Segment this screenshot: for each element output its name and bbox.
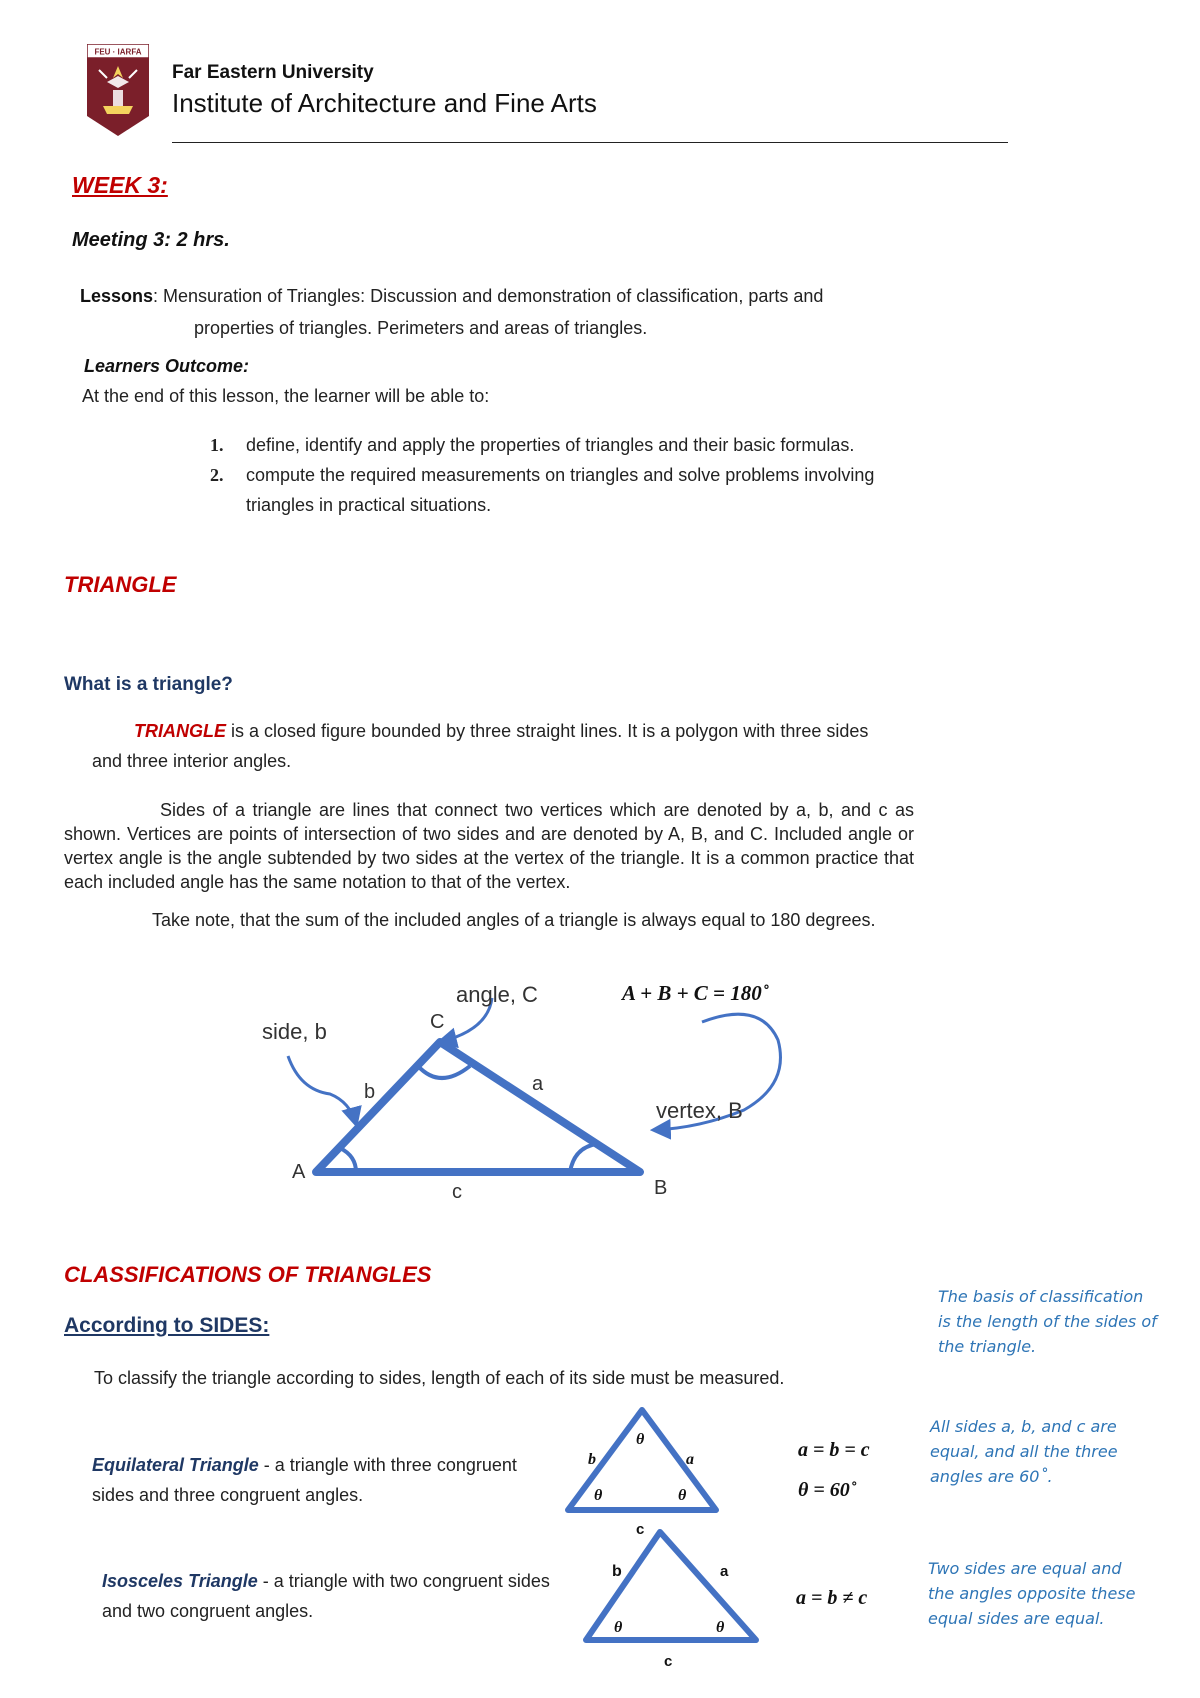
logo-text: FEU · IARFA	[94, 47, 142, 57]
outcome-list	[210, 430, 910, 520]
equilateral-eq1: a = b = c	[798, 1439, 870, 1461]
definition-text-line2: and three interior angles.	[92, 751, 292, 771]
what-is-heading: What is a triangle?	[64, 674, 233, 695]
isosceles-side-a: a	[720, 1563, 729, 1580]
vertex-b-label: B	[654, 1177, 668, 1199]
equilateral-desc-line1: - a triangle with three congruent	[258, 1455, 517, 1475]
classify-intro: To classify the triangle according to sides, length of each of its side must be measured.	[94, 1368, 785, 1388]
outcome-title: Learners Outcome:	[84, 356, 250, 376]
list-number: 1.	[210, 435, 224, 455]
definition-term: TRIANGLE	[134, 721, 226, 741]
header-divider	[172, 142, 1008, 143]
isosceles-side-b: b	[612, 1563, 622, 1580]
isosceles-triangle	[586, 1532, 756, 1640]
sides-paragraph	[64, 798, 914, 894]
equilateral-theta-right: θ	[678, 1487, 687, 1504]
equilateral-eq2: θ = 60˚	[798, 1479, 857, 1501]
isosceles-description	[102, 1566, 582, 1626]
label-vertex-b: vertex, B	[656, 1098, 743, 1123]
list-item	[210, 460, 910, 490]
list-text: define, identify and apply the properties of triangles and their basic formulas.	[246, 435, 855, 455]
isosceles-note: Two sides are equal and the angles opposite these equal sides are equal.	[928, 1559, 1136, 1628]
sides-paragraph-text: Sides of a triangle are lines that connect two vertices which are denoted by a, b, and c as shown. Vertices are points of intersection of two sides and are denoted by A, B, and C. Included angle or vertex angle is the angle subtended by two sides at the vertex of the triangle. It is a common practice that each included angle has the same notation to that of the vertex.	[64, 800, 914, 892]
isosceles-eq1: a = b ≠ c	[796, 1587, 868, 1609]
label-angle-c: angle, C	[456, 982, 538, 1007]
side-b-label: b	[364, 1081, 376, 1103]
lessons-block	[80, 280, 880, 344]
classifications-heading: CLASSIFICATIONS OF TRIANGLES	[64, 1262, 432, 1287]
classification-triangles	[560, 1400, 920, 1698]
side-a-label: a	[532, 1073, 544, 1095]
isosceles-theta-left: θ	[614, 1619, 623, 1636]
vertex-c-label: C	[430, 1011, 445, 1033]
definition-text: is a closed figure bounded by three straight lines. It is a polygon with three sides	[226, 721, 869, 741]
isosceles-name: Isosceles Triangle	[102, 1571, 258, 1591]
equilateral-side-c: c	[636, 1521, 645, 1538]
lessons-text-line1: : Mensuration of Triangles: Discussion and demonstration of classification, parts and	[153, 286, 824, 306]
equilateral-theta-left: θ	[594, 1487, 603, 1504]
triangle-parts-diagram	[0, 960, 1200, 1210]
equilateral-description	[92, 1450, 572, 1510]
arrow-side-b	[288, 1056, 356, 1124]
take-note: Take note, that the sum of the included angles of a triangle is always equal to 180 degrees.	[152, 910, 876, 930]
lessons-label: Lessons	[80, 286, 154, 306]
isosceles-side-c: c	[664, 1653, 673, 1670]
university-name: Far Eastern University	[172, 62, 374, 83]
angle-sum-equation: A + B + C = 180˚	[622, 981, 769, 1005]
label-side-b: side, b	[262, 1019, 327, 1044]
equilateral-note: All sides a, b, and c are equal, and all the three angles are 60˚.	[930, 1417, 1118, 1486]
triangle-definition	[92, 716, 912, 776]
triangle-heading: TRIANGLE	[64, 572, 177, 597]
according-to-sides-heading: According to SIDES:	[64, 1314, 270, 1337]
list-text-continued: triangles in practical situations.	[246, 495, 492, 515]
equilateral-name: Equilateral Triangle	[92, 1455, 259, 1475]
lessons-text-line2: properties of triangles. Perimeters and areas of triangles.	[194, 318, 648, 338]
equilateral-side-b: b	[588, 1451, 596, 1468]
institute-name: Institute of Architecture and Fine Arts	[172, 88, 597, 118]
equilateral-side-a: a	[686, 1451, 694, 1468]
outcome-intro: At the end of this lesson, the learner will be able to:	[82, 386, 490, 406]
isosceles-desc-line1: - a triangle with two congruent sides	[257, 1571, 550, 1591]
isosceles-desc-line2: and two congruent angles.	[102, 1601, 314, 1621]
meeting-info: Meeting 3: 2 hrs.	[72, 229, 230, 251]
equilateral-theta-top: θ	[636, 1431, 645, 1448]
angle-arc-c	[418, 1066, 470, 1078]
week-heading: WEEK 3:	[72, 172, 168, 198]
list-number: 2.	[210, 465, 224, 485]
vertex-a-label: A	[292, 1161, 306, 1183]
basis-note: The basis of classification is the length of the sides of the triangle.	[938, 1287, 1157, 1356]
side-c-label: c	[452, 1181, 462, 1203]
main-triangle	[316, 1042, 640, 1172]
isosceles-theta-right: θ	[716, 1619, 725, 1636]
feu-logo	[87, 44, 149, 136]
list-item	[210, 430, 910, 460]
angle-arc-b	[570, 1144, 596, 1172]
equilateral-desc-line2: sides and three congruent angles.	[92, 1485, 364, 1505]
list-text: compute the required measurements on triangles and solve problems involving	[246, 465, 875, 485]
